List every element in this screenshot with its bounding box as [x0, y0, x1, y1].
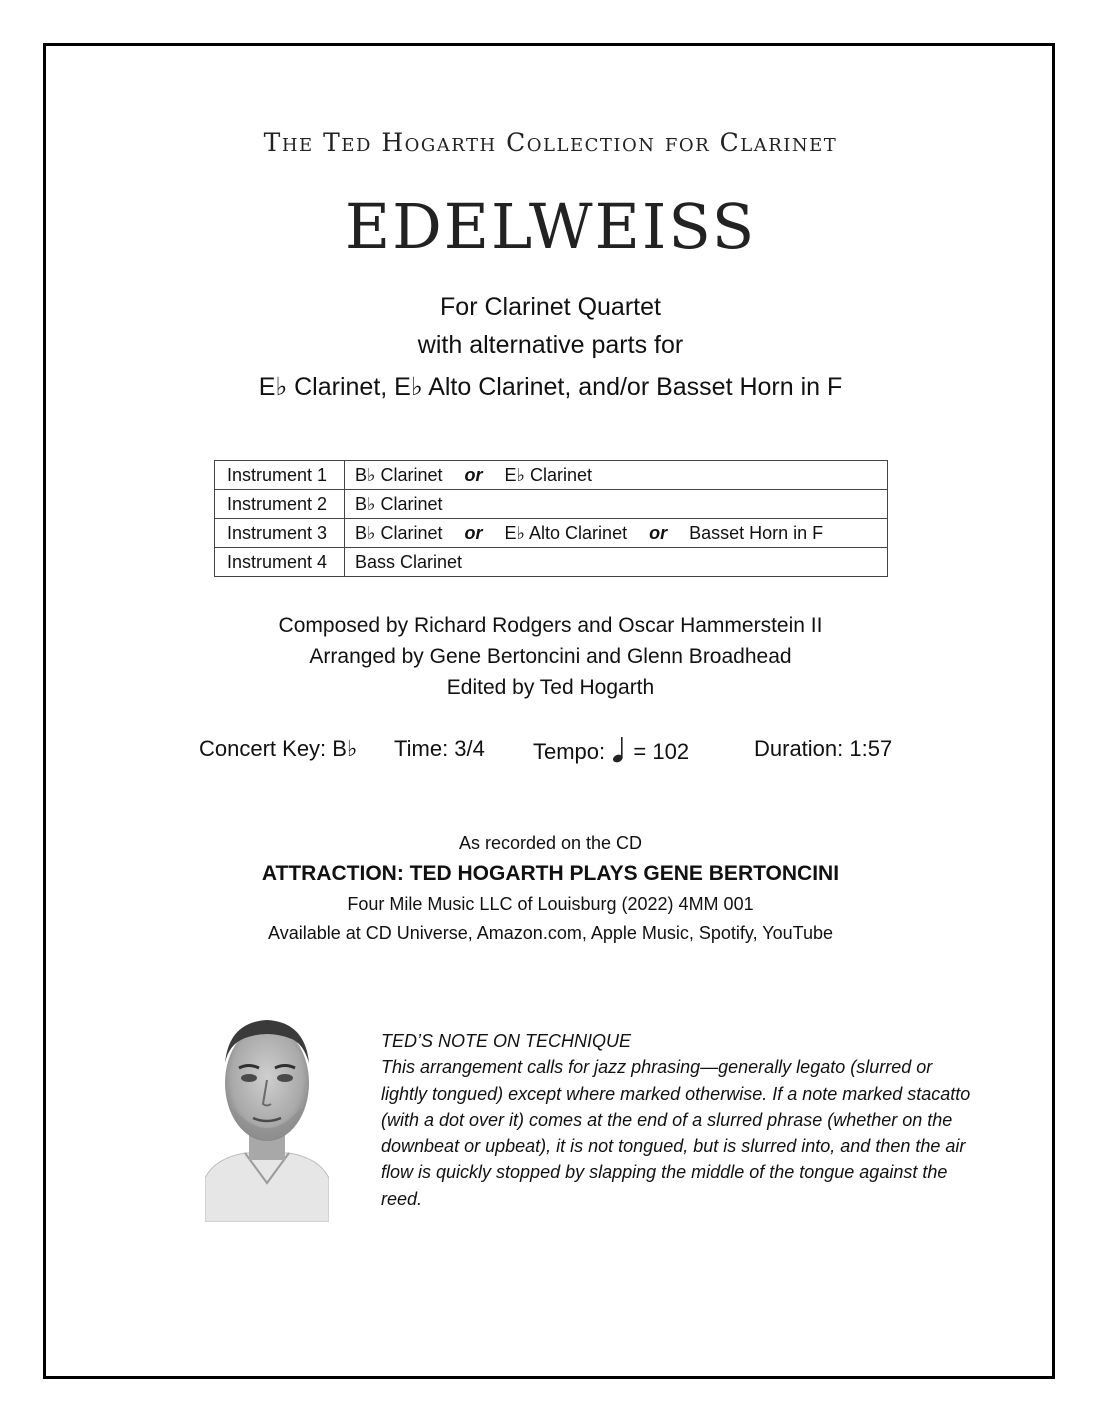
tempo — [533, 736, 689, 770]
recording-intro: As recorded on the CD — [458, 833, 643, 853]
instrument-options — [345, 519, 888, 548]
table-row — [215, 519, 888, 548]
table-row — [215, 461, 888, 490]
instrument-options — [345, 490, 888, 519]
instrument-label: Instrument 4 — [215, 548, 345, 577]
quarter-note-icon — [611, 736, 627, 770]
page-title: EDELWEISS — [344, 190, 757, 263]
or-separator: or — [649, 522, 668, 543]
instrument-options — [345, 548, 888, 577]
table-row — [215, 490, 888, 519]
technique-heading: TED’S NOTE ON TECHNIQUE — [381, 1031, 632, 1051]
album-title: ATTRACTION: TED HOGARTH PLAYS GENE BERTONCINI — [261, 862, 840, 885]
credits — [0, 610, 1101, 703]
instrument-option: B♭ Clarinet — [355, 464, 443, 485]
portrait-photo — [205, 1008, 329, 1222]
tempo-label: Tempo: — [533, 738, 606, 764]
tempo-value: = 102 — [633, 738, 690, 764]
instrument-option: Bass Clarinet — [355, 551, 463, 572]
table-row — [215, 548, 888, 577]
subtitle-line-1: For Clarinet Quartet — [440, 293, 661, 321]
record-label: Four Mile Music LLC of Louisburg (2022) 4MM 001 — [347, 894, 754, 914]
instrument-label: Instrument 1 — [215, 461, 345, 490]
series-title: The Ted Hogarth Collection for Clarinet — [263, 128, 838, 157]
technique-note — [381, 1028, 981, 1212]
instrument-option: B♭ Clarinet — [355, 522, 443, 543]
duration: Duration: 1:57 — [754, 736, 893, 761]
or-separator: or — [464, 522, 483, 543]
instrument-options — [345, 461, 888, 490]
instrument-table — [214, 460, 888, 577]
instrument-label: Instrument 2 — [215, 490, 345, 519]
instrument-option: E♭ Alto Clarinet — [504, 522, 628, 543]
time-signature: Time: 3/4 — [394, 736, 485, 761]
composer-credit: Composed by Richard Rodgers and Oscar Hammerstein II — [278, 614, 823, 637]
instrument-label: Instrument 3 — [215, 519, 345, 548]
concert-key: Concert Key: B♭ — [199, 736, 358, 761]
or-separator: or — [464, 464, 483, 485]
editor-credit: Edited by Ted Hogarth — [446, 676, 655, 699]
arranger-credit: Arranged by Gene Bertoncini and Glenn Broadhead — [309, 645, 792, 668]
technique-body: This arrangement calls for jazz phrasing—generally legato (slurred or lightly tongued) except where marked otherwise. If a note marked stacatto (with a dot over it) comes at the end of a slurred phrase (whether on the downbeat or upbeat), it is not tongued, but is slurred into, and then the air flow is quickly stopped by slapping the middle of the tongue against the reed. — [381, 1057, 971, 1209]
availability: Available at CD Universe, Amazon.com, Apple Music, Spotify, YouTube — [268, 923, 833, 943]
instrument-option: B♭ Clarinet — [355, 493, 443, 514]
subtitle-line-3: E♭ Clarinet, E♭ Alto Clarinet, and/or Basset Horn in F — [258, 373, 843, 401]
subtitle-line-2: with alternative parts for — [417, 331, 684, 359]
instrument-option: Basset Horn in F — [689, 522, 824, 543]
instrument-option: E♭ Clarinet — [504, 464, 593, 485]
